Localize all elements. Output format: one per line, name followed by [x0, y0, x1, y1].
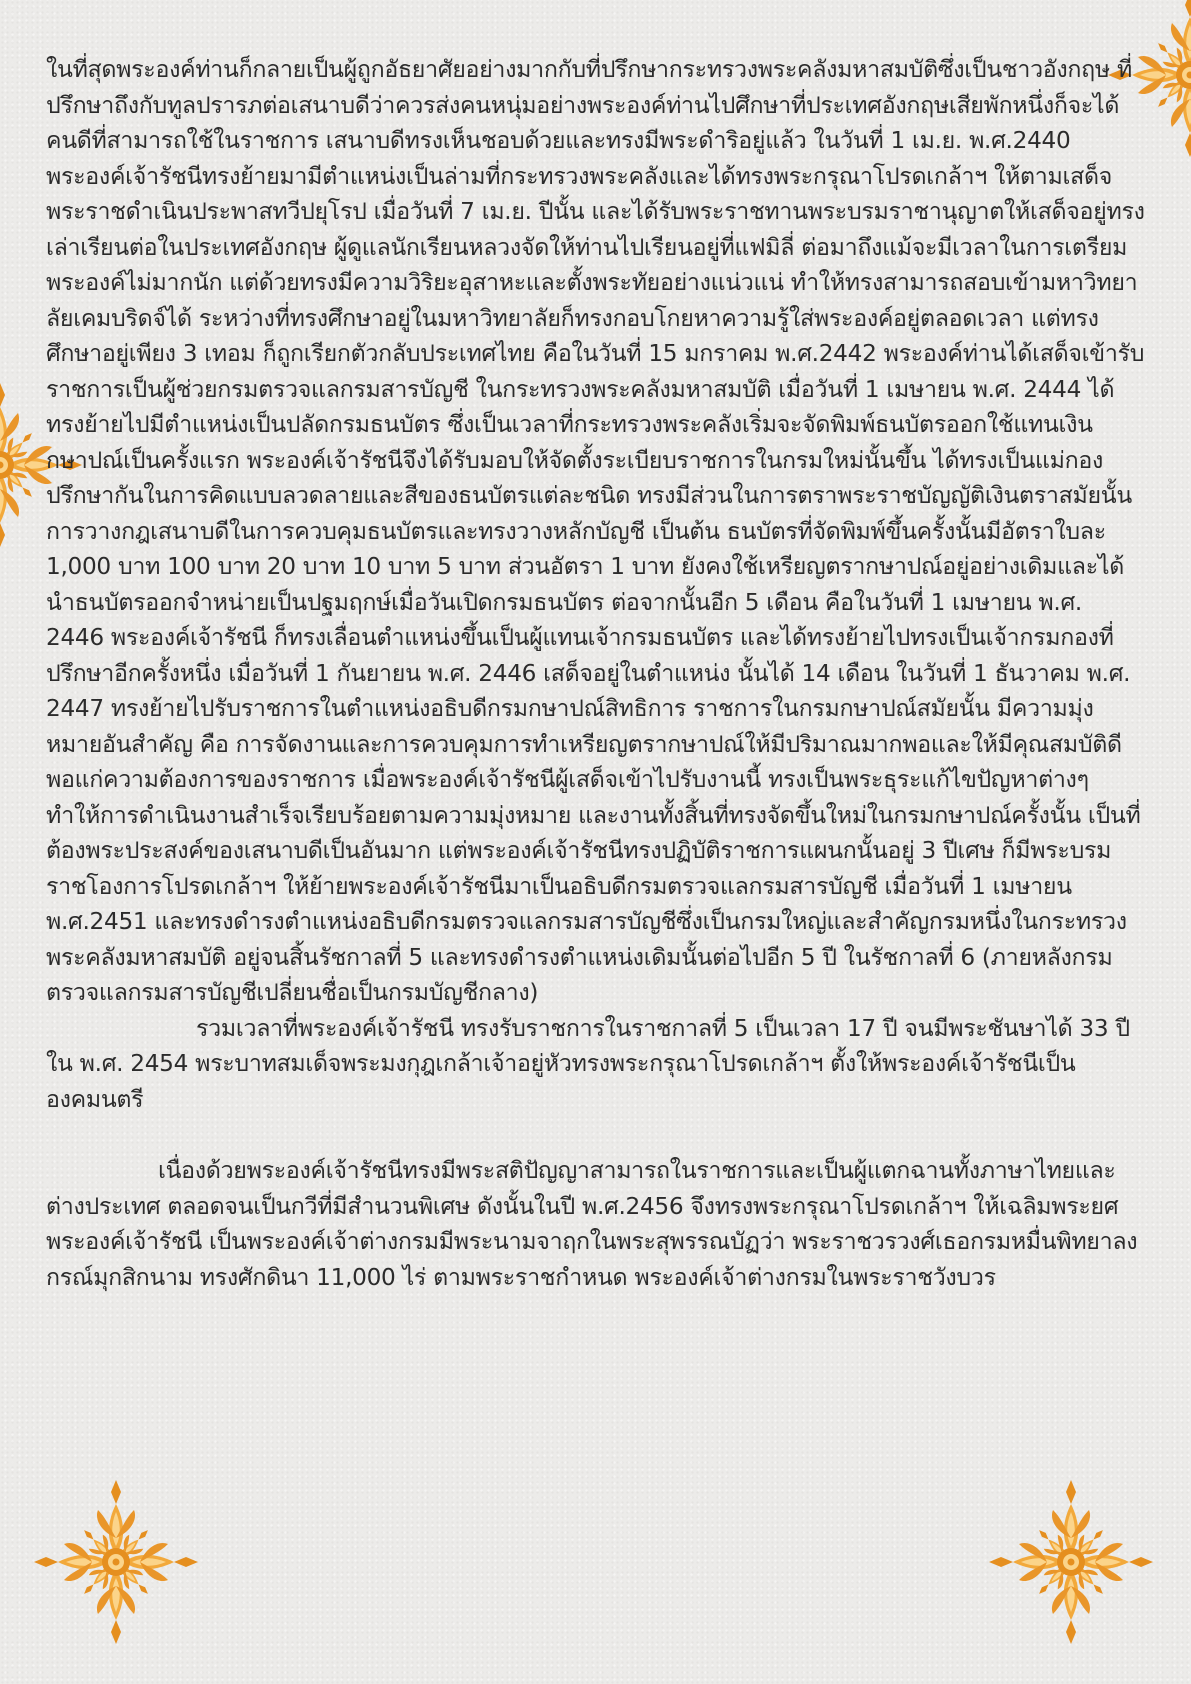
paragraph-2: รวมเวลาที่พระองค์เจ้ารัชนี ทรงรับราชการในราชกาลที่ 5 เป็นเวลา 17 ปี จนมีพระชันษาได้ 33 ปี ใน พ.ศ. 2454 พระบาทสมเด็จพระมงกุฎเกล้าเจ้าอยู่หัวทรงพระกรุณาโปรดเกล้าฯ ตั้งให้พระองค์เจ้ารัชนีเป็นองคมนตรี: [46, 1014, 1130, 1113]
paragraph-gap: [46, 1117, 1146, 1153]
floral-ornament-bottom-left: [31, 1477, 201, 1647]
paragraph-1: ในที่สุดพระองค์ท่านก็กลายเป็นผู้ถูกอัธยาศัยอย่างมากกับที่ปรึกษากระทรวงพระคลังมหาสมบัติซึ่งเป็นชาวอังกฤษ ที่ปรึกษาถึงกับทูลปรารภต่อเสนาบดีว่าควรส่งคนหนุ่มอย่างพระองค์ท่านไปศึกษาที่ประเทศอังกฤษเสียพักหนึ่งก็จะได้คนดีที่สามารถใช้ในราชการ เสนาบดีทรงเห็นชอบด้วยและทรงมีพระดำริอยู่แล้ว ในวันที่ 1 เม.ย. พ.ศ.2440 พระองค์เจ้ารัชนีทรงย้ายมามีตำแหน่งเป็นล่ามที่กระทรวงพระคลังและได้ทรงพระกรุณาโปรดเกล้าฯ ให้ตามเสด็จพระราชดำเนินประพาสทวีปยุโรป เมื่อวันที่ 7 เม.ย. ปีนั้น และได้รับพระราชทานพระบรมราชานุญาตให้เสด็จอยู่ทรงเล่าเรียนต่อในประเทศอังกฤษ ผู้ดูแลนักเรียนหลวงจัดให้ท่านไปเรียนอยู่ที่แฟมิลี่ ต่อมาถึงแม้จะมีเวลาในการเตรียมพระองค์ไม่มากนัก แต่ด้วยทรงมีความวิริยะอุสาหะและตั้งพระทัยอย่างแน่วแน่ ทำให้ทรงสามารถสอบเข้ามหาวิทยาลัยเคมบริดจ์ได้ ระหว่างที่ทรงศึกษาอยู่ในมหาวิทยาลัยก็ทรงกอบโกยหาความรู้ใส่พระองค์อยู่ตลอดเวลา แต่ทรงศึกษาอยู่เพียง 3 เทอม ก็ถูกเรียกตัวกลับประเทศไทย คือในวันที่ 15 มกราคม พ.ศ.2442 พระองค์ท่านได้เสด็จเข้ารับราชการเป็นผู้ช่วยกรมตรวจแลกรมสารบัญชี ในกระทรวงพระคลังมหาสมบัติ เมื่อวันที่ 1 เมษายน พ.ศ. 2444 ได้ทรงย้ายไปมีตำแหน่งเป็นปลัดกรมธนบัตร ซึ่งเป็นเวลาที่กระทรวงพระคลังเริ่มจะจัดพิมพ์ธนบัตรออกใช้แทนเงินกษาปณ์เป็นครั้งแรก พระองค์เจ้ารัชนีจึงได้รับมอบให้จัดตั้งระเบียบราชการในกรมใหม่นั้นขึ้น ได้ทรงเป็นแม่กองปรึกษากันในการคิดแบบลวดลายและสีของธนบัตรแต่ละชนิด ทรงมีส่วนในการตราพระราชบัญญัติเงินตราสมัยนั้นการวางกฎเสนาบดีในการควบคุมธนบัตรและทรงวางหลักบัญชี เป็นต้น ธนบัตรที่จัดพิมพ์ขึ้นครั้งนั้นมีอัตราใบละ 1,000 บาท 100 บาท 20 บาท 10 บาท 5 บาท ส่วนอัตรา 1 บาท ยังคงใช้เหรียญตรากษาปณ์อยู่อย่างเดิมและได้นำธนบัตรออกจำหน่ายเป็นปฐมฤกษ์เมื่อวันเปิดกรมธนบัตร ต่อจากนั้นอีก 5 เดือน คือในวันที่ 1 เมษายน พ.ศ. 2446 พระองค์เจ้ารัชนี ก็ทรงเลื่อนตำแหน่งขึ้นเป็นผู้แทนเจ้ากรมธนบัตร และได้ทรงย้ายไปทรงเป็นเจ้ากรมกองที่ปรึกษาอีกครั้งหนึ่ง เมื่อวันที่ 1 กันยายน พ.ศ. 2446 เสด็จอยู่ในตำแหน่ง นั้นได้ 14 เดือน ในวันที่ 1 ธันวาคม พ.ศ. 2447 ทรงย้ายไปรับราชการในตำแหน่งอธิบดีกรมกษาปณ์สิทธิการ ราชการในกรมกษาปณ์สมัยนั้น มีความมุ่งหมายอันสำคัญ คือ การจัดงานและการควบคุมการทำเหรียญตรากษาปณ์ให้มีปริมาณมากพอและให้มีคุณสมบัติดีพอแก่ความต้องการของราชการ เมื่อพระองค์เจ้ารัชนีผู้เสด็จเข้าไปรับงานนี้ ทรงเป็นพระธุระแก้ไขปัญหาต่างๆ ทำให้การดำเนินงานสำเร็จเรียบร้อยตามความมุ่งหมาย และงานทั้งสิ้นที่ทรงจัดขึ้นใหม่ในกรมกษาปณ์ครั้งนั้น เป็นที่ต้องพระประสงค์ของเสนาบดีเป็นอันมาก แต่พระองค์เจ้ารัชนีทรงปฏิบัติราชการแผนกนั้นอยู่ 3 ปีเศษ ก็มีพระบรมราชโองการโปรดเกล้าฯ ให้ย้ายพระองค์เจ้ารัชนีมาเป็นอธิบดีกรมตรวจแลกรมสารบัญชี เมื่อวันที่ 1 เมษายน พ.ศ.2451 และทรงดำรงตำแหน่งอธิบดีกรมตรวจแลกรมสารบัญชีซึ่งเป็นกรมใหญ่และสำคัญกรมหนึ่งในกระทรวงพระคลังมหาสมบัติ อยู่จนสิ้นรัชกาลที่ 5 และทรงดำรงตำแหน่งเดิมนั้นต่อไปอีก 5 ปี ในรัชกาลที่ 6 (ภายหลังกรมตรวจแลกรมสารบัญชีเปลี่ยนชื่อเป็นกรมบัญชีกลาง): [46, 56, 1145, 1006]
floral-ornament-bottom-right: [986, 1477, 1156, 1647]
paragraph-3: เนื่องด้วยพระองค์เจ้ารัชนีทรงมีพระสติปัญญาสามารถในราชการและเป็นผู้แตกฉานทั้งภาษาไทยและต่างประเทศ ตลอดจนเป็นกวีที่มีสำนวนพิเศษ ดังนั้นในปี พ.ศ.2456 จึงทรงพระกรุณาโปรดเกล้าฯ ให้เฉลิมพระยศพระองค์เจ้ารัชนี เป็นพระองค์เจ้าต่างกรมมีพระนามจาฤกในพระสุพรรณบัฏว่า พระราชวรวงศ์เธอกรมหมื่นพิทยาลงกรณ์มุกสิกนาม ทรงศักดินา 11,000 ไร่ ตามพระราชกำหนด พระองค์เจ้าต่างกรมในพระราชวังบวร: [46, 1157, 1138, 1291]
document-body: [46, 52, 1146, 1295]
